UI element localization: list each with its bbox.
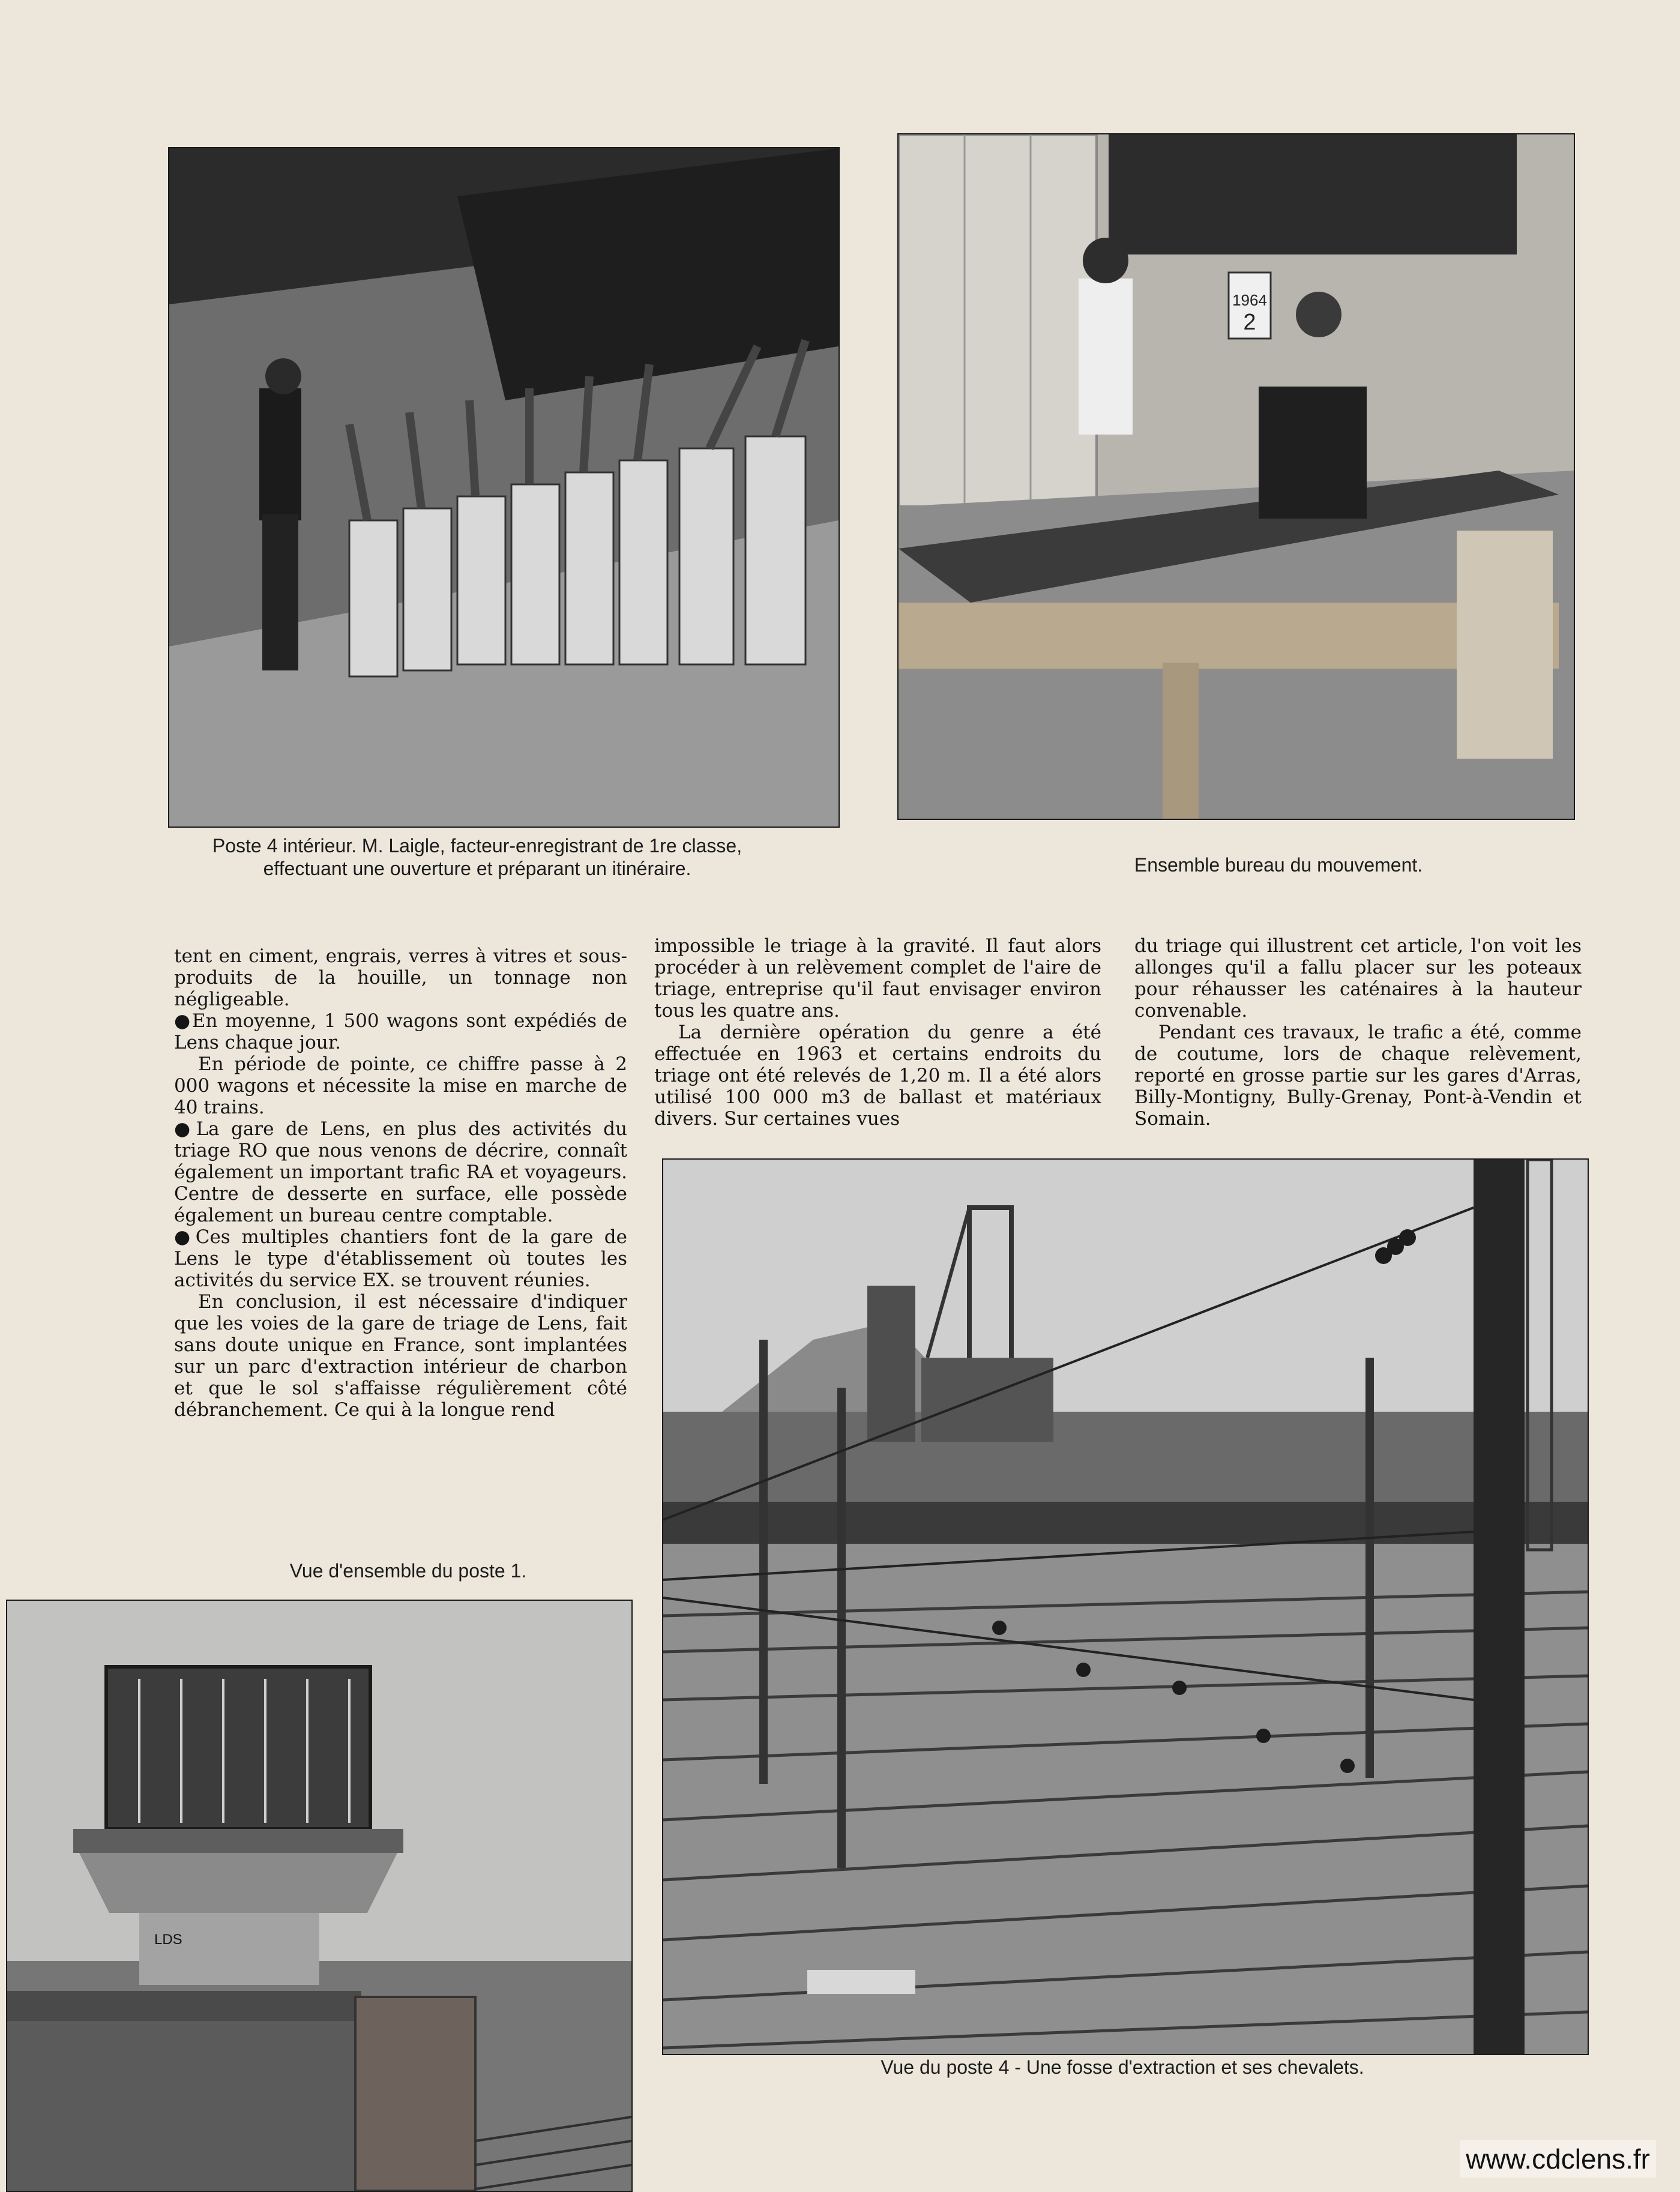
tower-sign: LDS <box>154 1932 182 1948</box>
paragraph: du triage qui illustrent cet article, l'on voit les allonges qu'il a fallu placer sur les poteaux pour réhausser les caténaires à la hauteur convenable. <box>1134 935 1582 1022</box>
paragraph: En période de pointe, ce chiffre passe à 2 000 wagons et nécessite la mise en marche de 40 trains. <box>174 1053 627 1118</box>
caption-photo-1: Poste 4 intérieur. M. Laigle, facteur-enregistrant de 1re classe, effectuant une ouverture et préparant un itinéraire. <box>212 835 742 879</box>
paragraph: ● La gare de Lens, en plus des activités du triage RO que nous venons de décrire, connaît également un important trafic RA et voyageurs. Centre de desserte en surface, elle possède également un bureau centre comptable. <box>174 1118 627 1226</box>
paragraph: En conclusion, il est nécessaire d'indiquer que les voies de la gare de triage de Lens, fait sans doute unique en France, sont implantées sur un parc d'extraction intérieur de charbon et que le sol s'affaisse régulièrement côté débranchement. Ce qui à la longue rend <box>174 1291 627 1421</box>
site-watermark: www.cdclens.fr <box>1460 2140 1656 2178</box>
caption-photo-4: Vue du poste 4 - Une fosse d'extraction et ses chevalets. <box>881 2056 1364 2078</box>
paragraph: impossible le triage à la gravité. Il faut alors procéder à un relèvement complet de l'aire de triage, entreprise qu'il faut envisager environ tous les quatre ans. <box>654 935 1101 1022</box>
paragraph: ● Ces multiples chantiers font de la gare de Lens le type d'établissement où toutes les activités du service EX. se trouvent réunies. <box>174 1226 627 1291</box>
calendar-year: 1964 <box>1232 291 1267 309</box>
article-column-3 <box>1134 935 1582 1130</box>
caption-photo-2: Ensemble bureau du mouvement. <box>1134 854 1423 876</box>
article-column-2 <box>654 935 1101 1130</box>
calendar-day: 2 <box>1243 310 1256 335</box>
caption-photo-3: Vue d'ensemble du poste 1. <box>289 1560 527 1582</box>
paragraph: ● En moyenne, 1 500 wagons sont expédiés de Lens chaque jour. <box>174 1010 627 1053</box>
photo-movement-office <box>897 133 1575 820</box>
paragraph: La dernière opération du genre a été effectuée en 1963 et certains endroits du triage ont été relevés de 1,20 m. Il a été alors utilisé 100 000 m3 de ballast et matériaux divers. Sur certaines vues <box>654 1022 1101 1130</box>
photo-signal-box-interior <box>168 147 840 828</box>
paragraph: Pendant ces travaux, le trafic a été, comme de coutume, lors de chaque relèvement, reporté en grosse partie sur les gares d'Arras, Billy-Montigny, Bully-Grenay, Pont-à-Vendin et Somain. <box>1134 1022 1582 1130</box>
article-column-1 <box>174 945 627 1421</box>
paragraph: tent en ciment, engrais, verres à vitres et sous-produits de la houille, un tonnage non négligeable. <box>174 945 627 1010</box>
photo-mine-headframes <box>662 1158 1589 2055</box>
photo-signal-post-1 <box>6 1600 633 2192</box>
